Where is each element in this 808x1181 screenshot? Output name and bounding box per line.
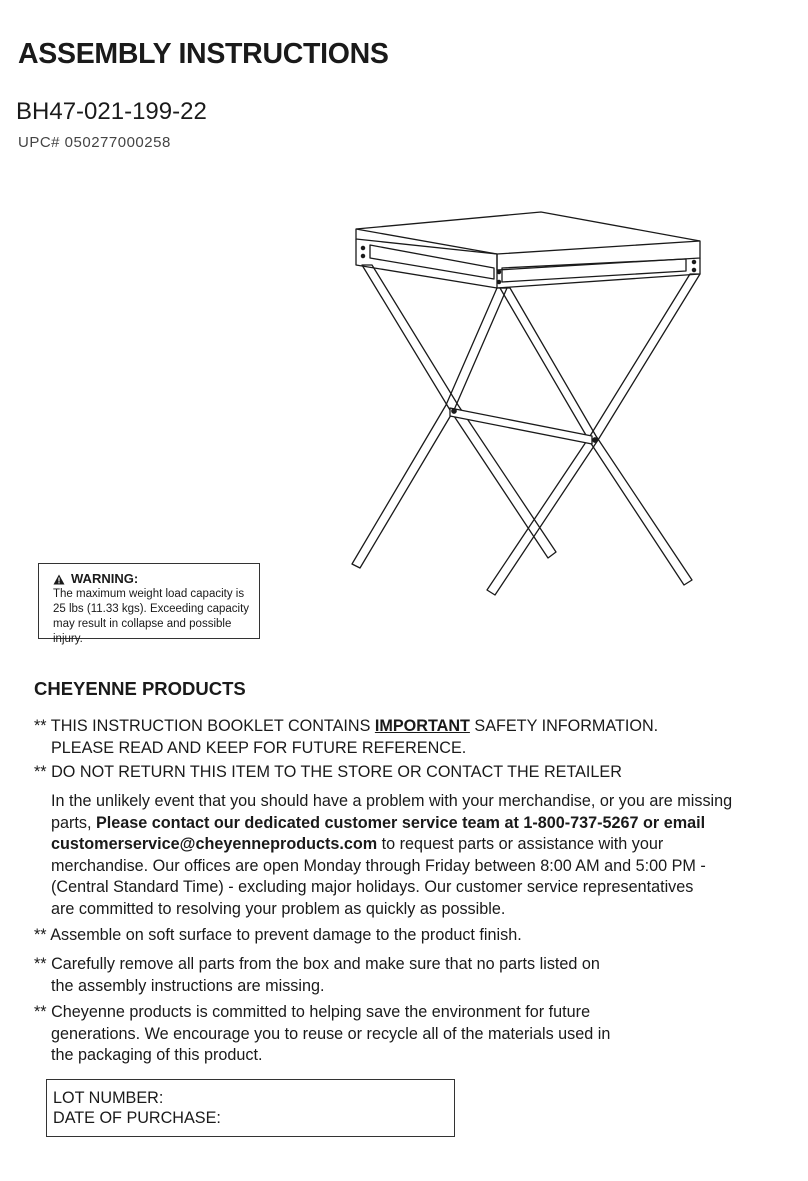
do-not-return-notice: ** DO NOT RETURN THIS ITEM TO THE STORE OR CONTACT THE RETAILER — [34, 763, 622, 781]
page-title: ASSEMBLY INSTRUCTIONS — [18, 38, 389, 70]
lot-number-box — [46, 1079, 455, 1137]
note-text: are committed to resolving your problem as quickly as possible. — [51, 899, 506, 918]
warning-heading — [53, 571, 259, 587]
note-text: parts, — [51, 813, 96, 832]
environment-note — [34, 1002, 610, 1067]
note-text: merchandise. Our offices are open Monday through Friday between 8:00 AM and 5:00 PM - — [51, 856, 706, 875]
customer-service-paragraph — [51, 791, 732, 920]
important-word: IMPORTANT — [374, 717, 470, 735]
warning-title: WARNING: — [71, 571, 139, 586]
brand-heading: CHEYENNE PRODUCTS — [34, 678, 246, 699]
model-number: BH47-021-199-22 — [16, 98, 207, 125]
note-text: ** Carefully remove all parts from the box and make sure that no parts listed on — [34, 955, 600, 973]
note-text: the assembly instructions are missing. — [51, 976, 325, 995]
parts-check-note — [34, 954, 600, 997]
contact-email: customerservice@cheyenneproducts.com — [51, 835, 378, 853]
warning-triangle-icon — [53, 574, 65, 585]
important-notice — [34, 716, 658, 759]
note-text: PLEASE READ AND KEEP FOR FUTURE REFERENCE. — [51, 738, 467, 757]
note-text: generations. We encourage you to reuse or recycle all of the materials used in — [51, 1024, 611, 1043]
note-text: the packaging of this product. — [51, 1046, 263, 1064]
note-text: In the unlikely event that you should have a problem with your merchandise, or you are missing — [51, 792, 733, 810]
note-text: ** THIS INSTRUCTION BOOKLET CONTAINS — [34, 717, 375, 735]
contact-phone-text: Please contact our dedicated customer service team at 1-800-737-5267 or email — [95, 813, 706, 832]
date-of-purchase-label: DATE OF PURCHASE: — [53, 1108, 221, 1127]
note-text: SAFETY INFORMATION. — [469, 717, 659, 735]
warning-text: The maximum weight load capacity is 25 lbs (11.33 kgs). Exceeding capacity may result in collapse and possible injury. — [53, 588, 250, 645]
upc-code: UPC# 050277000258 — [18, 134, 171, 151]
warning-box — [38, 563, 260, 645]
lot-number-label: LOT NUMBER: — [53, 1089, 164, 1107]
note-text: to request parts or assistance with your — [377, 835, 664, 853]
folding-side-table-icon — [340, 200, 710, 600]
soft-surface-note: ** Assemble on soft surface to prevent damage to the product finish. — [34, 926, 522, 944]
note-text: (Central Standard Time) - excluding major holidays. Our customer service representatives — [51, 878, 694, 896]
note-text: ** Cheyenne products is committed to helping save the environment for future — [34, 1003, 591, 1021]
